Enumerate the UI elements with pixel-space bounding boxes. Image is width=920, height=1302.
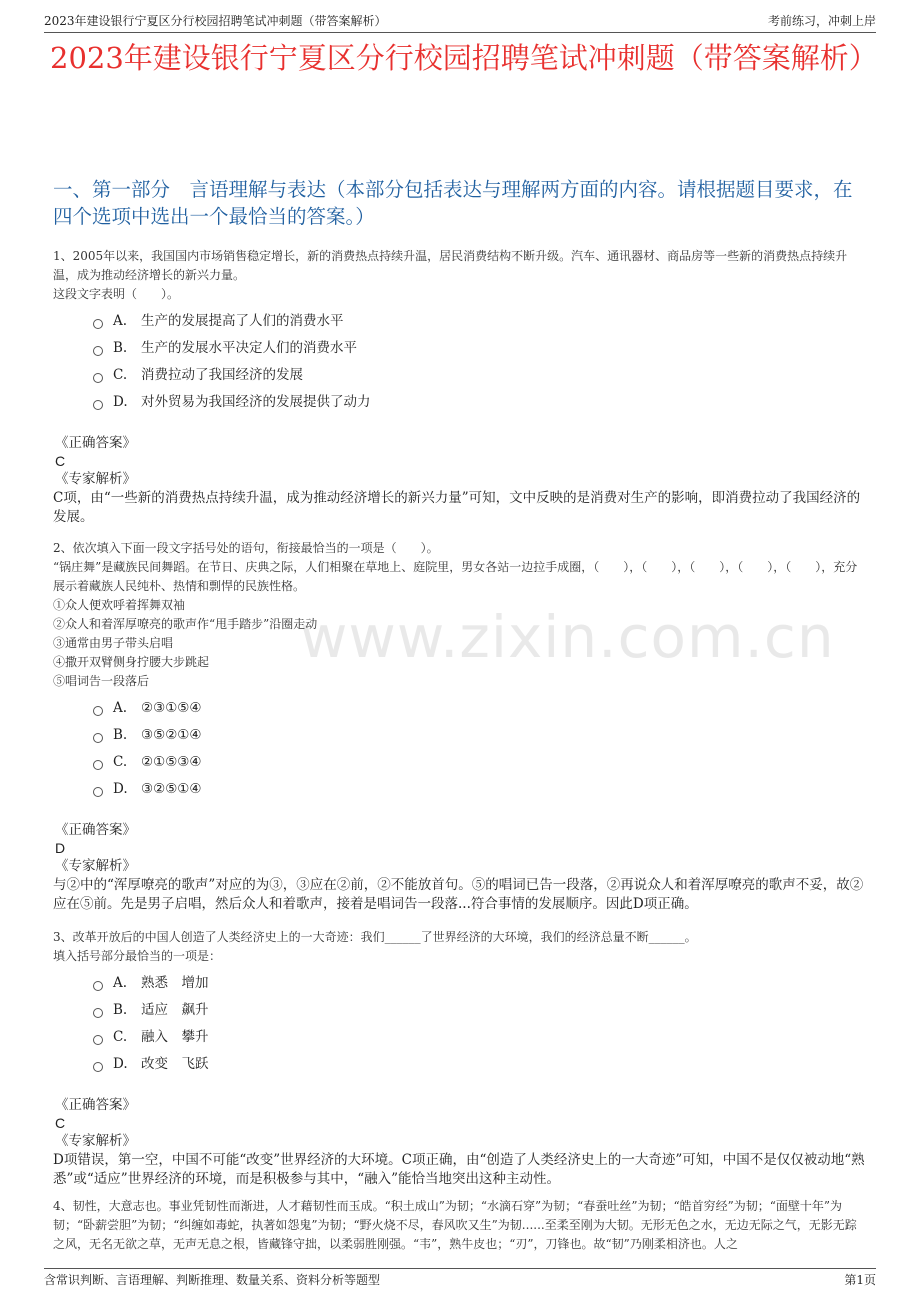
- question-4: [53, 1197, 868, 1254]
- option-c[interactable]: [93, 1024, 868, 1051]
- option-text: 改变 飞跃: [141, 1056, 209, 1072]
- option-b[interactable]: [93, 722, 868, 749]
- watermark: www.zixin.com.cn: [300, 603, 835, 671]
- answer-block: [53, 434, 868, 527]
- analysis-label: 《专家解析》: [55, 471, 136, 487]
- option-b[interactable]: [93, 335, 868, 362]
- option-letter: A.: [113, 975, 128, 991]
- option-letter: C.: [113, 367, 128, 383]
- option-d[interactable]: [93, 389, 868, 416]
- option-b[interactable]: [93, 997, 868, 1024]
- answer-label: 《正确答案》: [55, 822, 136, 838]
- answer-label: 《正确答案》: [55, 435, 136, 451]
- option-a[interactable]: [93, 308, 868, 335]
- option-list: [93, 308, 868, 416]
- radio-icon[interactable]: [93, 733, 103, 743]
- option-list: [93, 695, 868, 803]
- option-letter: A.: [113, 700, 128, 716]
- option-d[interactable]: [93, 776, 868, 803]
- header-slogan: 考前练习，冲刺上岸: [767, 14, 876, 28]
- radio-icon[interactable]: [93, 400, 103, 410]
- question-prompt: 这段文字表明（ ）。: [53, 287, 180, 301]
- radio-icon[interactable]: [93, 706, 103, 716]
- option-text: ②③①⑤④: [141, 700, 202, 716]
- question-stem: [53, 1197, 868, 1254]
- analysis-text: D项错误，第一空，中国不可能“改变”世界经济的大环境。C项正确，由“创造了人类经济史上的一大奇迹”可知，中国不是仅仅被动地“熟悉”或“适应”世界经济的环境，而是积极参与其中，“融入”能恰当地突出这种主动性。: [53, 1152, 865, 1187]
- radio-icon[interactable]: [93, 981, 103, 991]
- question-3: [53, 928, 868, 1189]
- page-footer: [44, 1268, 876, 1291]
- option-list: [93, 970, 868, 1078]
- analysis-label: 《专家解析》: [55, 1133, 136, 1149]
- question-text: 1、2005年以来，我国国内市场销售稳定增长，新的消费热点持续升温，居民消费结构不断升级。汽车、通讯器材、商品房等一些新的消费热点持续升温，成为推动经济增长的新兴力量。: [53, 249, 848, 282]
- question-stem: [53, 928, 868, 966]
- radio-icon[interactable]: [93, 1035, 103, 1045]
- option-letter: B.: [113, 727, 128, 743]
- answer-block: [53, 821, 868, 914]
- sentence-item: ④撒开双臂侧身拧腰大步跳起: [53, 655, 210, 669]
- analysis-text: C项，由“一些新的消费热点持续升温，成为推动经济增长的新兴力量”可知，文中反映的是消费对生产的影响，即消费拉动了我国经济的发展。: [53, 490, 861, 525]
- answer-label: 《正确答案》: [55, 1097, 136, 1113]
- option-letter: C.: [113, 754, 128, 770]
- option-a[interactable]: [93, 970, 868, 997]
- answer-block: [53, 1096, 868, 1189]
- question-stem: [53, 247, 868, 304]
- option-letter: B.: [113, 340, 128, 356]
- option-c[interactable]: [93, 362, 868, 389]
- radio-icon[interactable]: [93, 373, 103, 383]
- option-letter: A.: [113, 313, 128, 329]
- option-c[interactable]: [93, 749, 868, 776]
- header-doc-title: 2023年建设银行宁夏区分行校园招聘笔试冲刺题（带答案解析）: [44, 14, 387, 28]
- radio-icon[interactable]: [93, 760, 103, 770]
- option-text: ③②⑤①④: [141, 781, 202, 797]
- radio-icon[interactable]: [93, 1008, 103, 1018]
- question-passage: “锅庄舞”是藏族民间舞蹈。在节日、庆典之际，人们相聚在草地上、庭院里，男女各站一边拉手成圈，（ ），（ ），（ ），（ ），（ ），充分展示着藏族人民纯朴、热情和剽悍的民族性格。: [53, 560, 858, 593]
- option-letter: B.: [113, 1002, 128, 1018]
- sentence-item: ②众人和着浑厚嘹亮的歌声作“甩手踏步”沿圈走动: [53, 617, 318, 631]
- radio-icon[interactable]: [93, 319, 103, 329]
- sentence-item: ①众人便欢呼着挥舞双袖: [53, 598, 186, 612]
- option-text: 融入 攀升: [141, 1029, 209, 1045]
- option-text: 消费拉动了我国经济的发展: [141, 367, 303, 383]
- answer-value: C: [55, 453, 66, 469]
- option-text: 生产的发展水平决定人们的消费水平: [141, 340, 357, 356]
- page-number: 第1页: [844, 1273, 876, 1287]
- option-text: 适应 飙升: [141, 1002, 209, 1018]
- option-a[interactable]: [93, 695, 868, 722]
- question-prompt: 填入括号部分最恰当的一项是：: [53, 949, 222, 963]
- document-title: 2023年建设银行宁夏区分行校园招聘笔试冲刺题（带答案解析）: [50, 41, 878, 75]
- option-text: ③⑤②①④: [141, 727, 202, 743]
- question-stem: [53, 539, 868, 691]
- question-1: [53, 247, 868, 527]
- sentence-item: ③通常由男子带头启唱: [53, 636, 174, 650]
- footer-note: 含常识判断、言语理解、判断推理、数量关系、资料分析等题型: [44, 1273, 381, 1287]
- option-text: 熟悉 增加: [141, 975, 209, 991]
- section-heading: 一、第一部分 言语理解与表达（本部分包括表达与理解两方面的内容。请根据题目要求，在四个选项中选出一个最恰当的答案。）: [53, 178, 853, 228]
- option-text: 对外贸易为我国经济的发展提供了动力: [141, 394, 371, 410]
- radio-icon[interactable]: [93, 787, 103, 797]
- option-letter: D.: [113, 394, 128, 410]
- radio-icon[interactable]: [93, 346, 103, 356]
- option-letter: D.: [113, 781, 128, 797]
- sentence-item: ⑤唱词告一段落后: [53, 674, 150, 688]
- question-text: 3、改革开放后的中国人创造了人类经济史上的一大奇迹：我们______了世界经济的大环境，我们的经济总量不断______。: [53, 930, 697, 944]
- page-header: [44, 12, 876, 33]
- answer-value: D: [55, 840, 66, 856]
- option-text: ②①⑤③④: [141, 754, 202, 770]
- option-text: 生产的发展提高了人们的消费水平: [141, 313, 344, 329]
- analysis-text: 与②中的“浑厚嘹亮的歌声”对应的为③，③应在②前，②不能放首句。⑤的唱词已告一段落，②再说众人和着浑厚嘹亮的歌声不妥，故②应在⑤前。先是男子启唱，然后众人和着歌声，接着是唱词告一段落...符合事情的发展顺序。因此D项正确。: [53, 877, 864, 912]
- option-letter: C.: [113, 1029, 128, 1045]
- radio-icon[interactable]: [93, 1062, 103, 1072]
- answer-value: C: [55, 1115, 66, 1131]
- question-2: [53, 539, 868, 914]
- question-text: 2、依次填入下面一段文字括号处的语句，衔接最恰当的一项是（ ）。: [53, 541, 439, 555]
- analysis-label: 《专家解析》: [55, 858, 136, 874]
- option-letter: D.: [113, 1056, 128, 1072]
- question-text: 4、韧性，大意志也。事业凭韧性而渐进，人才藉韧性而玉成。“积土成山”为韧；“水滴石穿”为韧；“春蚕吐丝”为韧；“皓首穷经”为韧；“面壁十年”为韧；“卧薪尝胆”为韧；“纠缠如毒蛇，执著如怨鬼”为韧；“野火烧不尽，春风吹又生”为韧......至柔至刚为大韧。无形无色之水，无边无际之气，无影无踪之风，无名无欲之草，无声无息之根，皆藏锋守拙，以柔弱胜刚强。“韦”，熟牛皮也；“刃”，刀锋也。故“韧”乃刚柔相济也。人之: [53, 1199, 857, 1251]
- option-d[interactable]: [93, 1051, 868, 1078]
